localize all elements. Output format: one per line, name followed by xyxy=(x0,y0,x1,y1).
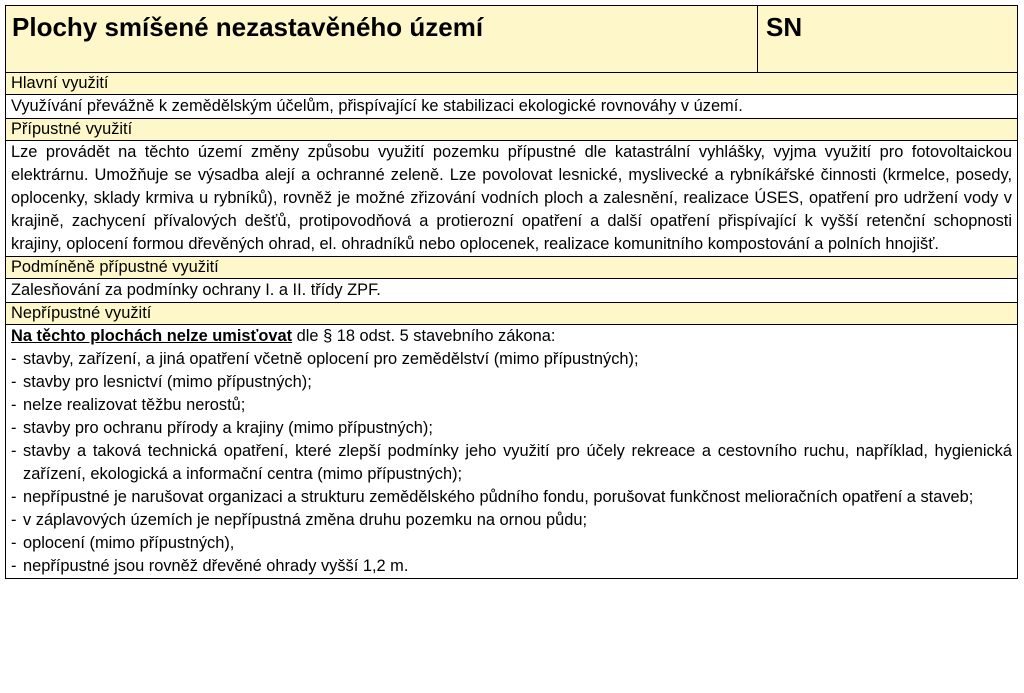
list-item xyxy=(11,348,1012,371)
section-body-hlavni xyxy=(6,95,1017,119)
list-item-text: stavby a taková technická opatření, které zlepší podmínky jeho využití pro účely rekreace a cestovního ruchu, například, hygienická zařízení, ekologická a informační centra (mimo přípustných); xyxy=(23,442,1012,483)
hlavni-text: Využívání převážně k zemědělským účelům, přispívající ke stabilizaci ekologické rovnováhy v území. xyxy=(11,97,743,115)
dash-bullet: - xyxy=(11,350,17,368)
nepripustne-intro xyxy=(11,325,1012,348)
list-item xyxy=(11,440,1012,486)
list-item-text: nepřípustné je narušovat organizaci a strukturu zemědělského půdního fondu, porušovat funkčnost melioračních opatření a staveb; xyxy=(23,488,974,506)
section-body-pripustne xyxy=(6,141,1017,257)
section-header-pripustne: Přípustné využití xyxy=(6,119,1017,141)
list-item-text: v záplavových územích je nepřípustná změna druhu pozemku na ornou půdu; xyxy=(23,511,587,529)
area-code: SN xyxy=(758,6,1017,72)
pripustne-text: Lze provádět na těchto území změny způsobu využití pozemku přípustné dle katastrální vyhlášky, vyjma využití pro fotovoltaickou elektrárnu. Umožňuje se výsadba alejí a ochranné zeleně. Lze povolovat lesnické, myslivecké a rybníkářské činnosti (krmelce, posedy, oplocenky, sklady krmiva u rybníků), rovněž je možné zřizování vodních ploch a zalesnění, realizace ÚSES, opatření pro udržení vody v krajině, zachycení přívalových dešťů, protipovodňová a protierozní opatření a další opatření přispívající k vyšší retenční schopnosti krajiny, oplocení formou dřevěných ohrad, el. ohradníků nebo oplocenek, realizace komunitního kompostování a polních hnojišť. xyxy=(11,143,1012,253)
title-row xyxy=(6,6,1017,73)
nepripustne-intro-bold: Na těchto plochách nelze umisťovat xyxy=(11,327,293,345)
section-body-nepripustne xyxy=(6,325,1017,578)
list-item xyxy=(11,394,1012,417)
section-header-hlavni: Hlavní využití xyxy=(6,73,1017,95)
list-item xyxy=(11,486,1012,509)
section-header-nepripustne: Nepřípustné využití xyxy=(6,303,1017,325)
dash-bullet: - xyxy=(11,442,17,460)
list-item xyxy=(11,555,1012,578)
dash-bullet: - xyxy=(11,534,17,552)
podminene-text: Zalesňování za podmínky ochrany I. a II. třídy ZPF. xyxy=(11,281,381,299)
list-item-text: stavby pro lesnictví (mimo přípustných); xyxy=(23,373,312,391)
regulation-table xyxy=(5,5,1018,579)
dash-bullet: - xyxy=(11,488,17,506)
list-item xyxy=(11,532,1012,555)
dash-bullet: - xyxy=(11,557,17,575)
nepripustne-intro-rest: dle § 18 odst. 5 stavebního zákona: xyxy=(292,327,556,345)
list-item xyxy=(11,509,1012,532)
section-header-podminene: Podmíněně přípustné využití xyxy=(6,257,1017,279)
section-body-podminene xyxy=(6,279,1017,303)
list-item-text: oplocení (mimo přípustných), xyxy=(23,534,235,552)
dash-bullet: - xyxy=(11,373,17,391)
list-item-text: stavby, zařízení, a jiná opatření včetně oplocení pro zemědělství (mimo přípustných); xyxy=(23,350,639,368)
page-title: Plochy smíšené nezastavěného území xyxy=(6,6,758,72)
list-item xyxy=(11,371,1012,394)
dash-bullet: - xyxy=(11,396,17,414)
dash-bullet: - xyxy=(11,511,17,529)
nepripustne-list xyxy=(11,348,1012,578)
list-item-text: nelze realizovat těžbu nerostů; xyxy=(23,396,246,414)
list-item-text: stavby pro ochranu přírody a krajiny (mimo přípustných); xyxy=(23,419,433,437)
dash-bullet: - xyxy=(11,419,17,437)
list-item xyxy=(11,417,1012,440)
list-item-text: nepřípustné jsou rovněž dřevěné ohrady vyšší 1,2 m. xyxy=(23,557,409,575)
